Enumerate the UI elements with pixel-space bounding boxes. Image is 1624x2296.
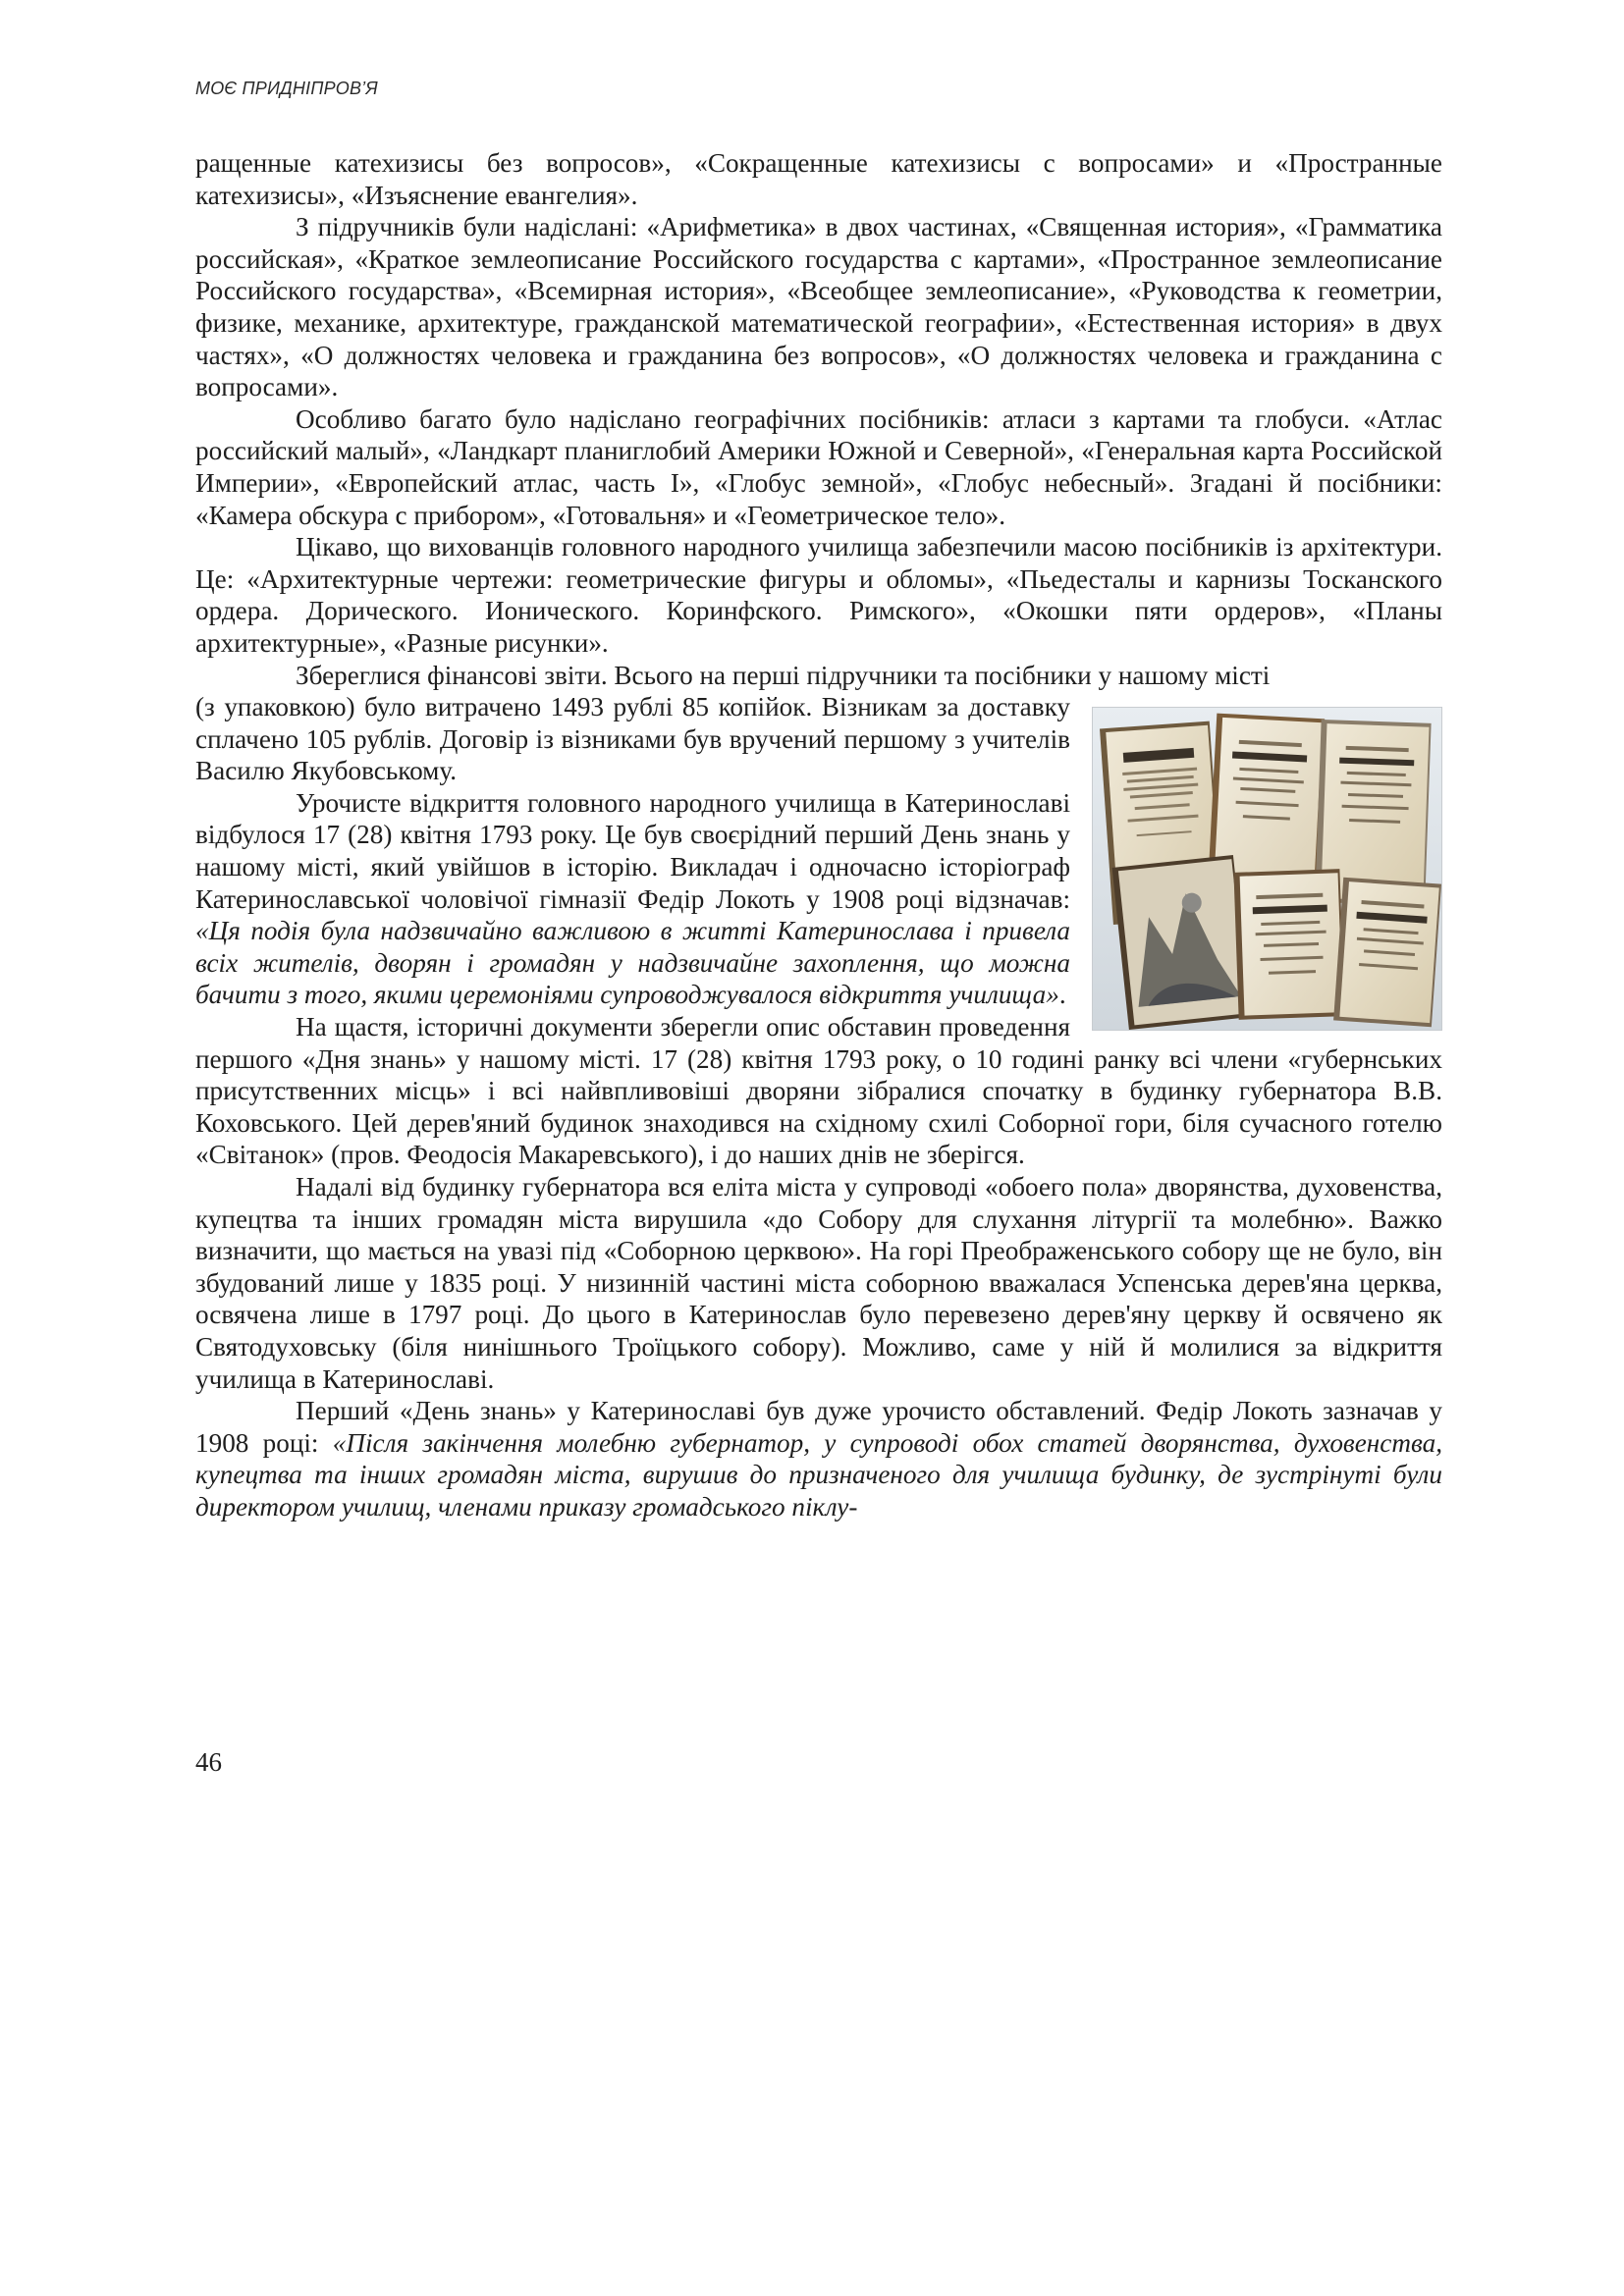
paragraph: Цікаво, що вихованців головного народного училища забезпечили масою посібників із архітектури. Це: «Архитектурные чертежи: геометрические фигуры и обломы», «Пьедесталы и карнизы Тосканского ордера. Дорического. Ионического. Коринфского. Римского», «Окошки пяти ордеров», «Планы архитектурные», «Разные рисунки». [195,532,1442,658]
paragraph: На щастя, історичні документи зберегли опис обставин проведення першого «Дня знань» у нашому місті. 17 (28) квітня 1793 року, о 10 годині ранку всі члени «губернських присутственних місць» і всі найвпливовіші дворяни зібралися спочатку в будинку губернатора В.В. Коховського. Цей дерев'яний будинок знаходився на східному схилі Соборної гори, біля сучасного готелю «Світанок» (пров. Феодосія Макаревського), і до наших днів не зберігся. [195,1012,1442,1170]
paragraph-with-quote [195,1395,1442,1522]
paragraph-text: . [1058,980,1066,1010]
book-front-middle [1233,869,1344,1020]
paragraph-text: Урочисте відкриття головного народного училища в Катеринославі відбулося 17 (28) квітня 1793 року. Це був своєрідний перший День знань у нашому місті, який увійшов в історію. Викладач і одночасно історіограф Катеринославської чоловічої гімназії Федір Локоть у 1908 році відзначав: [195,787,1070,914]
paragraph: Особливо багато було надіслано географічних посібників: атласи з картами та глобуси. «Атлас российский малый», «Ландкарт планиглобий Америки Южной и Северной», «Генеральная карта Российской Империи», «Европейский атлас, часть I», «Глобус земной», «Глобус небесный». Згадані й посібники: «Камера обскура с прибором», «Готовальня» и «Геометрическое тело». [195,403,1442,530]
running-header: МОЄ ПРИДНІПРОВ’Я [195,79,378,98]
page-number: 46 [195,1747,222,1777]
paragraph: Надалі від будинку губернатора вся еліта міста у супроводі «обоего пола» дворянства, духовенства, купецтва та інших громадян міста вирушила «до Собору для слухання літургії та молебню». Важко визначити, що мається на увазі під «Соборною церквою». На горі Преображенського собору ще не було, він збудований лише у 1835 році. У низинній частині міста соборною вважалася Успенська дерев'яна церква, освячена лише в 1797 році. До цього в Катеринослав було перевезено дерев'яну церкву й освячено як Святодуховську (біля нинішнього Троїцького собору). Можливо, саме у ній й молилися за відкриття училища в Катеринославі. [195,1172,1442,1394]
quote-text: «Ця подія була надзвичайно важливою в житті Катеринослава і привела всіх жителів, дворян і громадян у надзвичайне захоплення, що можна бачити з того, якими церемоніями супроводжувалося відкриття училища» [195,916,1070,1010]
paragraph: (з упаковкою) було витрачено 1493 рублі 85 копійок. Візникам за доставку сплачено 105 рублів. Договір із візниками був вручений першому з учителів Василю Якубовському. [195,692,1070,786]
book-illustrated [1112,855,1251,1030]
paragraph-text: Перший «День знань» у Катеринославі був дуже урочисто обставлений. Федір Локоть зазначав у 1908 році: [195,1396,1442,1458]
book-front-right [1333,878,1441,1028]
quote-text: «Після закінчення молебню губернатор, у супроводі обох статей дворянства, духовенства, купецтва та інших громадян міста, вирушив до призначеного для училища будинку, де зустрінуті були директором училищ, членами приказу громадського піклу- [195,1427,1442,1522]
old-books-photo [1092,707,1442,1031]
paragraph: Збереглися фінансові звіти. Всього на перші підручники та посібники у нашому місті [296,660,1271,690]
old-books-illustration [1093,708,1441,1030]
paragraph: З підручників були надіслані: «Арифметика» в двох частинах, «Священная история», «Грамматика российская», «Краткое землеописание Российского государства с картами», «Пространное землеописание Российского государства», «Всемирная история», «Всеобщее землеописание», «Руководства к геометрии, физике, механике, архитектуре, гражданской математической географии», «Естественная история» в двух частях», «О должностях человека и гражданина без вопросов», «О должностях человека и гражданина с вопросами». [195,212,1442,402]
body-text [195,147,1442,1523]
paragraph: ращенные катехизисы без вопросов», «Сокращенные катехизисы с вопросами» и «Пространные катехизисы», «Изъяснение евангелия». [195,148,1442,210]
